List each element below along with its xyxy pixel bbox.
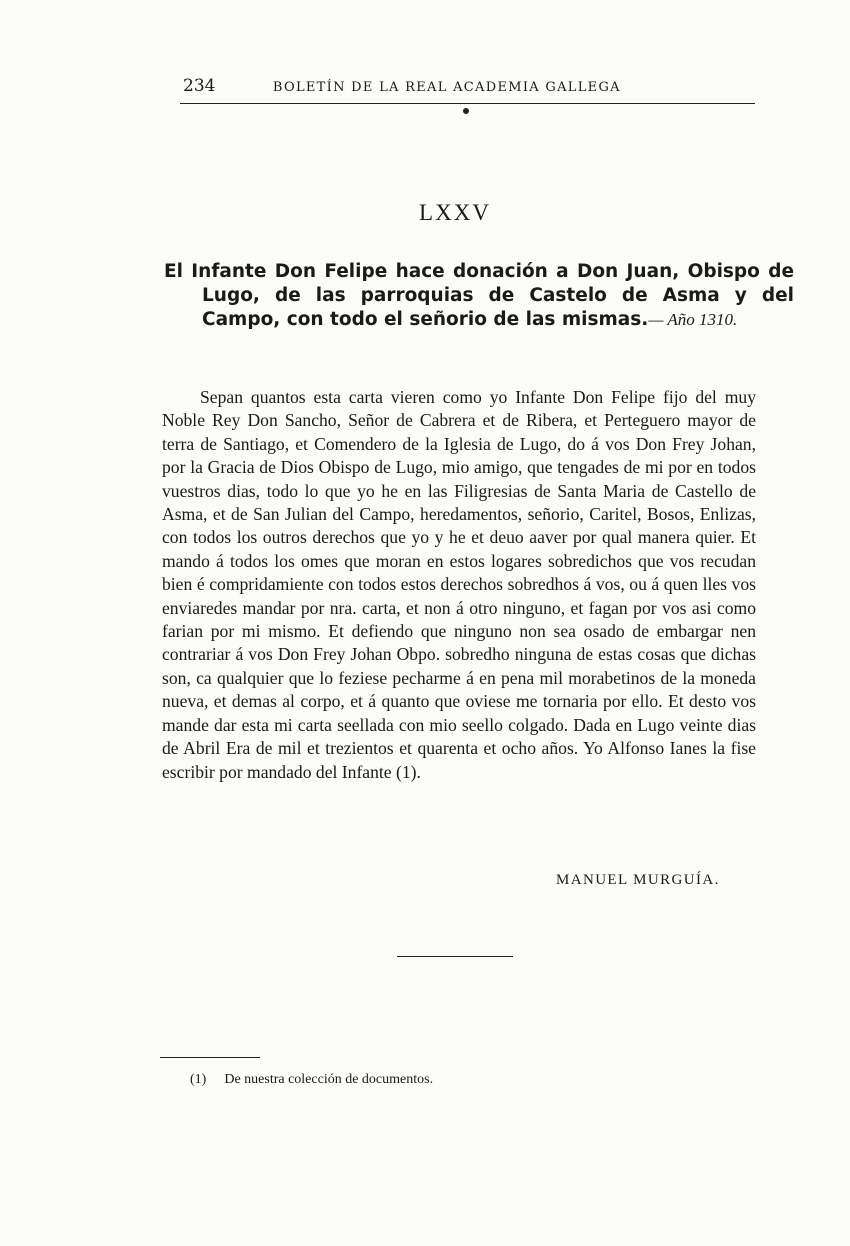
end-rule xyxy=(397,956,513,957)
page-number: 234 xyxy=(183,76,216,96)
document-title-text: El Infante Don Felipe hace donación a Don Juan, Obispo de Lugo, de las parroquias de Castelo de Asma y del Campo, con todo el señorio de las mismas. xyxy=(164,261,794,330)
document-body: Sepan quantos esta carta vieren como yo Infante Don Felipe fijo del muy Noble Rey Don Sancho, Señor de Cabrera et de Ribera, et Perteguero mayor de terra de Santiago, et Comendero de la Iglesia de Lugo, do á vos Don Frey Johan, por la Gracia de Dios Obispo de Lugo, mio amigo, que tengades de mi por en todos vuestros dias, todo lo que yo he en las Filigresias de Santa Maria de Castello de Asma, et de San Julian del Campo, heredamentos, señorio, Caritel, Bosos, Enlizas, con todos los outros derechos que yo y he et deuo aaver por qual manera quier. Et mando á todos los omes que moran en estos logares sobredichos que vos recudan bien é compridamiente con todos estos derechos sobredhos á vos, ou á quen lles vos enviaredes mandar por nra. carta, et non á otro ninguno, et fagan por vos asi como farian por mi mismo. Et defiendo que ninguno non sea osado de embargar nen contrariar á vos Don Frey Johan Obpo. sobredho ninguna de estas cosas que dichas son, ca qualquier que lo feziese pecharme á en pena mil morabetinos de la moneda nueva, et demas al corpo, et á quanto que oviese me tornaria por ello. Et desto vos mande dar esta mi carta seellada con mio seello colgado. Dada en Lugo veinte dias de Abril Era de mil et trezientos et quarenta et ocho años. Yo Alfonso Ianes la fise escribir por mandado del Infante (1). xyxy=(162,387,756,782)
document-date: — Año 1310. xyxy=(648,310,738,329)
document-number: LXXV xyxy=(419,200,491,225)
header-rule xyxy=(180,103,755,104)
footnote-text: De nuestra colección de documentos. xyxy=(224,1072,434,1087)
running-head xyxy=(183,76,753,96)
footnote-marker: (1) xyxy=(190,1072,207,1087)
document-title xyxy=(164,260,794,332)
ornament-dot xyxy=(463,108,469,114)
running-title: BOLETÍN DE LA REAL ACADEMIA GALLEGA xyxy=(272,80,621,95)
footnote-rule xyxy=(160,1057,260,1058)
footnote xyxy=(190,1072,750,1088)
signature: MANUEL MURGUÍA. xyxy=(556,872,720,888)
